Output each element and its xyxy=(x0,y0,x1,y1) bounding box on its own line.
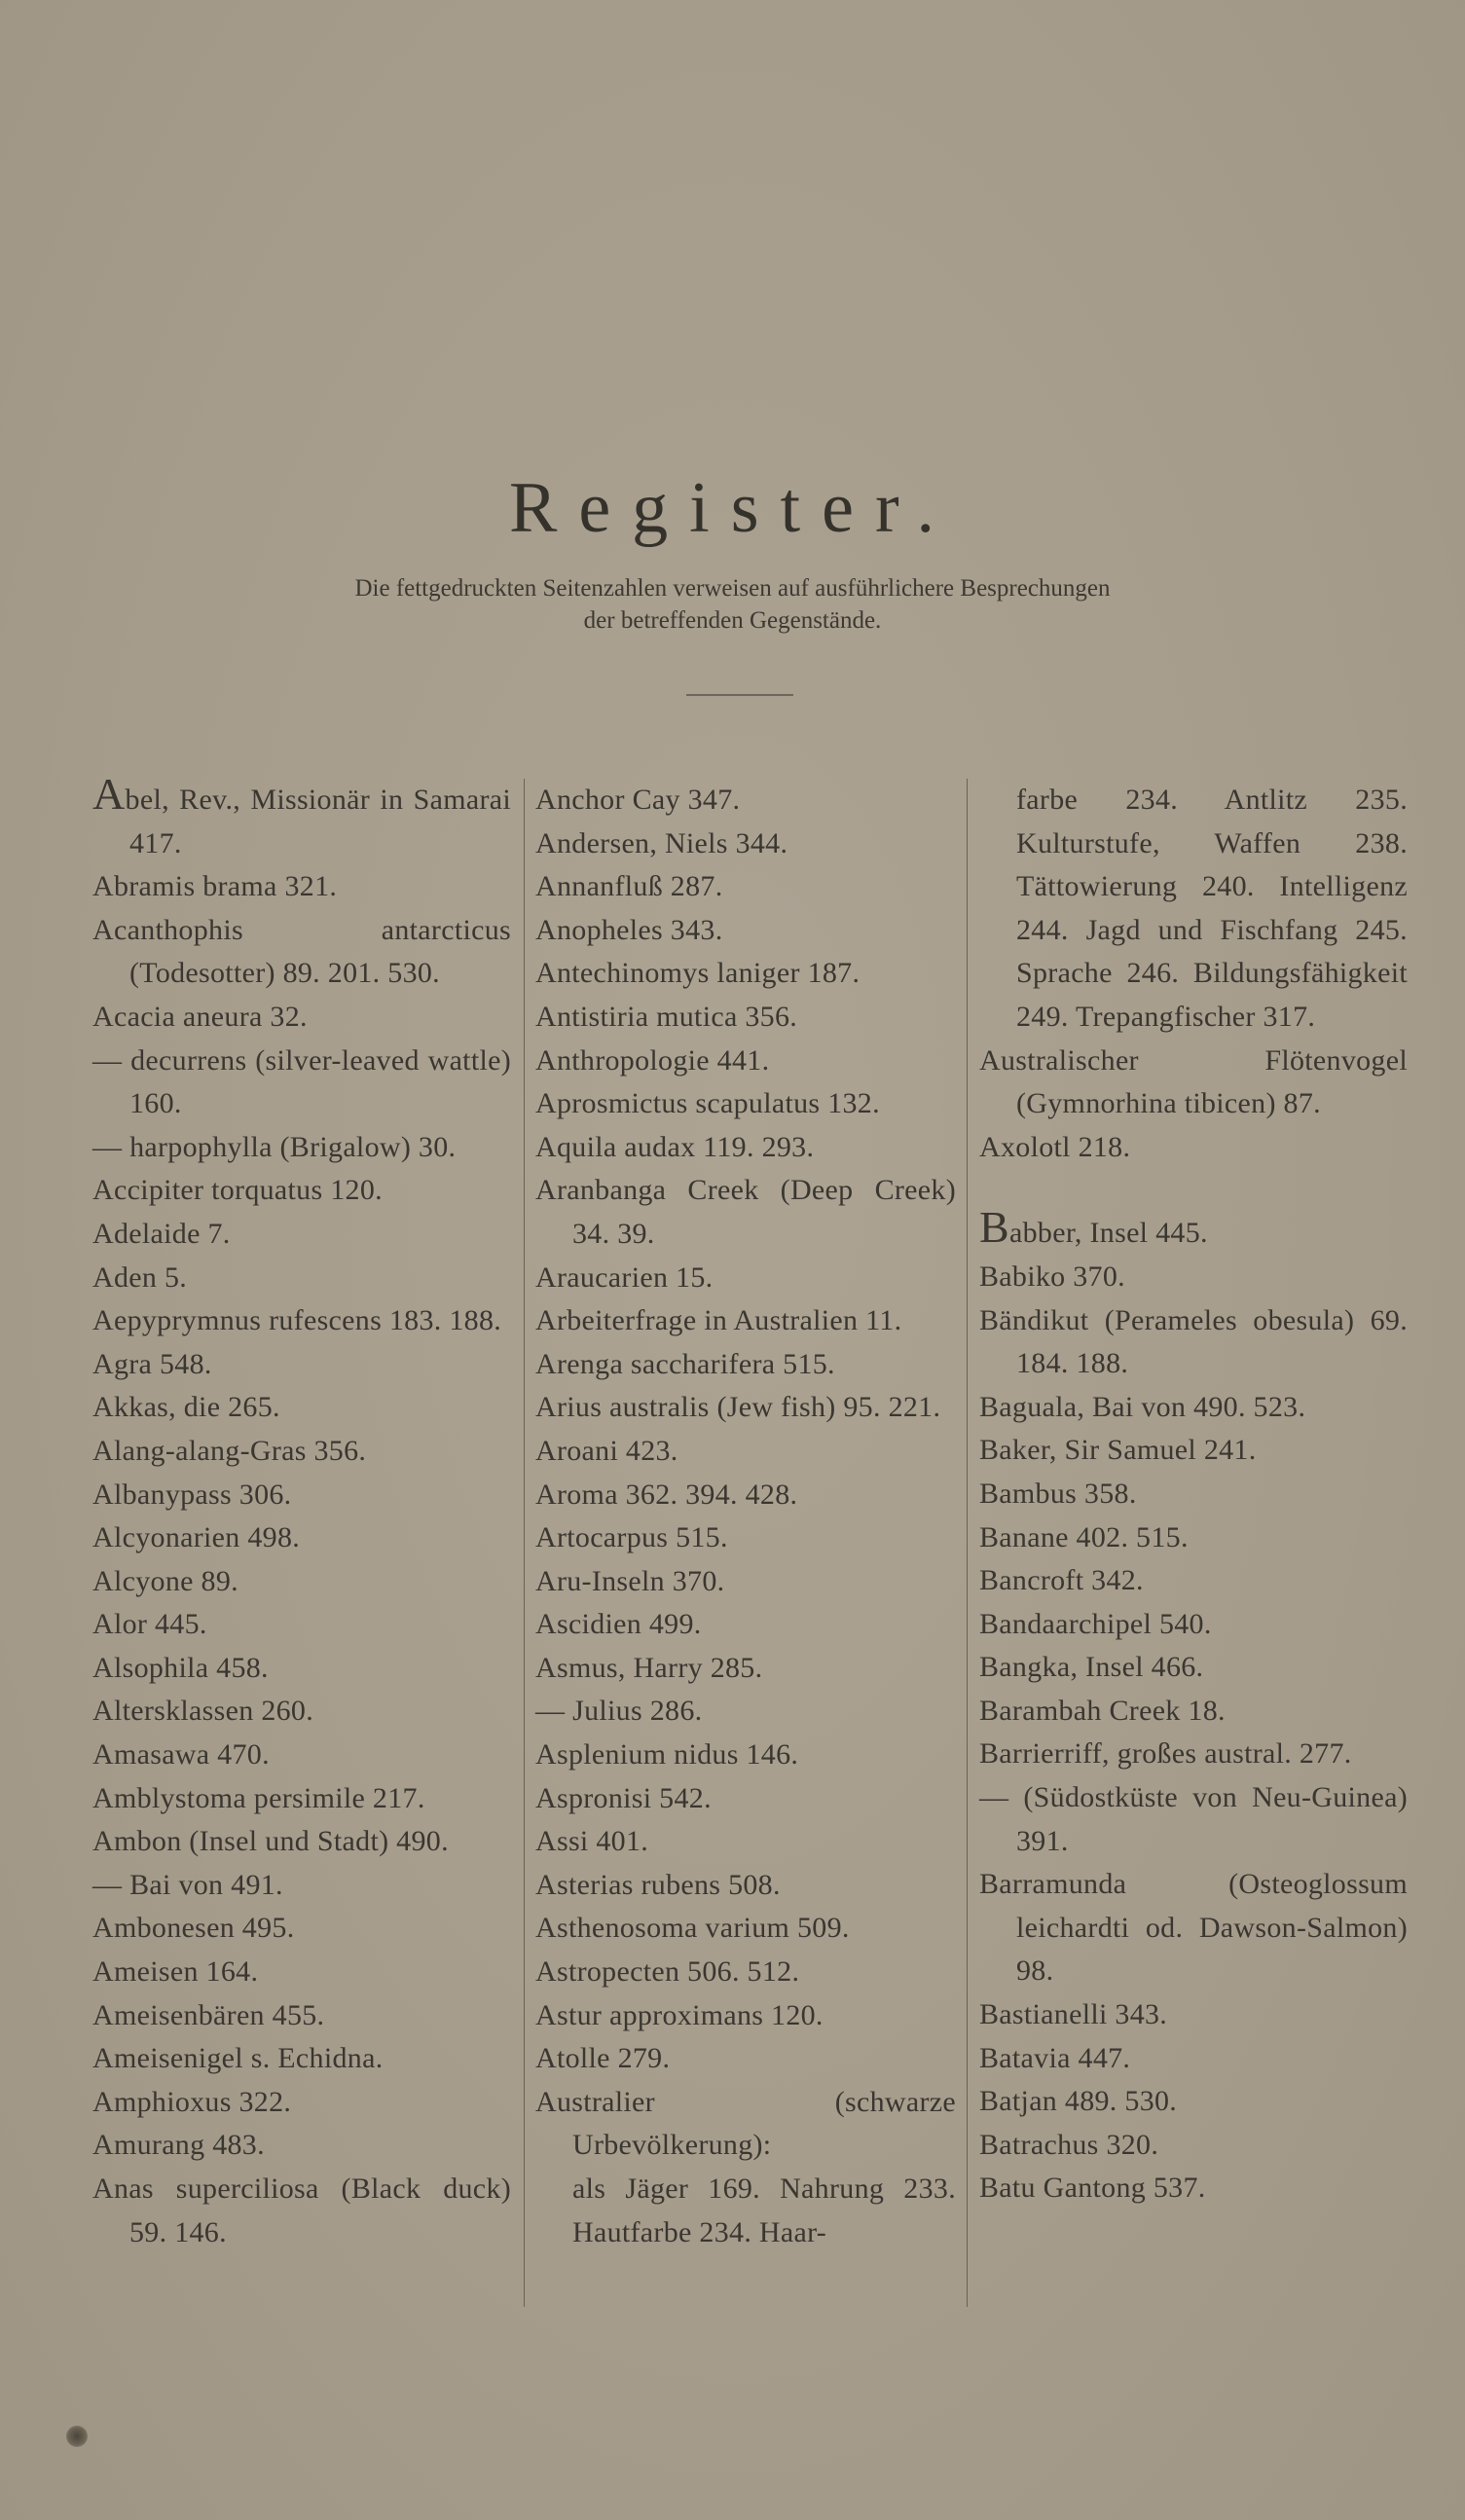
title-divider xyxy=(686,694,793,696)
index-entry xyxy=(979,1863,1408,1993)
index-entry-text: Barramunda (Osteoglossum leichardti od. Dawson-Salmon) 98. xyxy=(979,1868,1408,1988)
column-divider-2 xyxy=(967,779,968,2307)
index-entry xyxy=(92,1430,511,1474)
index-entry-text: Aquila audax 119. 293. xyxy=(535,1130,815,1163)
index-entry xyxy=(535,1040,956,1083)
index-entry xyxy=(92,1040,511,1126)
index-entry xyxy=(535,1864,956,1908)
index-entry xyxy=(979,1429,1408,1473)
index-entry xyxy=(535,2081,956,2168)
index-entry xyxy=(92,1474,511,1517)
index-entry-text: Ambon (Insel und Stadt) 490. xyxy=(92,1825,449,1858)
index-entry-text: Australier (schwarze Urbevölkerung): xyxy=(535,2085,956,2162)
index-entry xyxy=(535,1386,956,1430)
index-entry-text: Australischer Flötenvogel (Gymnorhina tibicen) 87. xyxy=(979,1043,1408,1120)
index-entry-text: Alcyone 89. xyxy=(92,1564,238,1597)
index-entry-text: Anas superciliosa (Black duck) 59. 146. xyxy=(92,2173,511,2248)
index-entry-text: Akkas, die 265. xyxy=(92,1391,280,1424)
index-entry-text: Ameisenigel s. Echidna. xyxy=(92,2042,384,2075)
index-entry-text: Aden 5. xyxy=(92,1260,188,1294)
index-entry xyxy=(92,2168,511,2254)
index-entry xyxy=(92,1864,511,1908)
index-entry xyxy=(92,1690,511,1734)
index-entry xyxy=(92,1213,511,1257)
index-entry-text: Albanypass 306. xyxy=(92,1478,292,1511)
index-entry xyxy=(92,865,511,909)
index-entry-text: Atolle 279. xyxy=(535,2042,671,2075)
index-entry xyxy=(92,1343,511,1387)
index-entry xyxy=(535,1299,956,1343)
index-entry-text: Alsophila 458. xyxy=(92,1651,269,1684)
index-entry-text: Astropecten 506. 512. xyxy=(535,1955,800,1989)
index-entry-text: Batrachus 320. xyxy=(979,2128,1159,2161)
index-entry xyxy=(979,1733,1408,1776)
index-entry-text: Baker, Sir Samuel 241. xyxy=(979,1434,1257,1467)
index-entry xyxy=(92,2081,511,2125)
index-entry-text: Antistiria mutica 356. xyxy=(535,1000,798,1033)
index-entry xyxy=(979,2080,1408,2124)
index-entry-text: Batjan 489. 530. xyxy=(979,2085,1178,2118)
index-entry-text: Ameisen 164. xyxy=(92,1955,259,1989)
index-entry-text: Asmus, Harry 285. xyxy=(535,1651,763,1684)
subtitle-line-2: der betreffenden Gegenstände. xyxy=(583,607,882,634)
index-entry-text: Accipiter torquatus 120. xyxy=(92,1174,383,1207)
index-entry xyxy=(979,1559,1408,1603)
index-entry-text: Axolotl 218. xyxy=(979,1130,1131,1163)
index-entry-text: Barambah Creek 18. xyxy=(979,1694,1226,1727)
section-initial: B xyxy=(979,1202,1009,1253)
index-entry xyxy=(535,1690,956,1734)
page-title: Register. xyxy=(508,468,957,548)
index-entry xyxy=(535,1169,956,1256)
index-entry-text: Acanthophis antarcticus (Todesotter) 89. 201. 530. xyxy=(92,913,511,990)
index-entry-text: Amphioxus 322. xyxy=(92,2085,292,2118)
index-entry xyxy=(979,1776,1408,1863)
section-initial: A xyxy=(92,769,126,819)
index-entry-text: Anopheles 343. xyxy=(535,913,723,946)
index-entry-text: Astur approximans 120. xyxy=(535,1998,824,2031)
index-entry xyxy=(535,822,956,866)
index-entry-text: als Jäger 169. Nahrung 233. Hautfarbe 234. Haar- xyxy=(572,2173,956,2248)
index-entry xyxy=(92,1516,511,1560)
index-entry-text: Bancroft 342. xyxy=(979,1564,1144,1597)
index-entry xyxy=(535,1603,956,1647)
index-entry xyxy=(535,1126,956,1170)
index-entry-text: Arbeiterfrage in Australien 11. xyxy=(535,1304,902,1337)
index-entry xyxy=(92,1907,511,1951)
index-entry-text: Amasawa 470. xyxy=(92,1738,270,1771)
index-column-1 xyxy=(92,769,511,2254)
index-entry-text: Bangka, Insel 466. xyxy=(979,1651,1204,1684)
index-entry-text: Banane 402. 515. xyxy=(979,1520,1189,1553)
index-entry xyxy=(979,1993,1408,2037)
index-entry xyxy=(979,1646,1408,1690)
index-entry xyxy=(535,1907,956,1951)
page-subtitle xyxy=(0,572,1465,637)
index-entry xyxy=(92,1734,511,1777)
index-entry-text: bel, Rev., Missionär in Samarai 417. xyxy=(125,784,511,859)
index-entry xyxy=(535,996,956,1040)
index-entry-text: Antechinomys laniger 187. xyxy=(535,957,861,990)
index-entry-text: Alcyonarien 498. xyxy=(92,1521,301,1554)
index-entry-text: Aspronisi 542. xyxy=(535,1781,712,1814)
index-entry-text: Annanfluß 287. xyxy=(535,870,723,903)
index-entry-text: Anchor Cay 347. xyxy=(535,784,741,816)
index-entry xyxy=(979,2037,1408,2081)
index-entry-text: Ascidien 499. xyxy=(535,1608,702,1641)
index-entry xyxy=(535,1474,956,1517)
index-entry xyxy=(979,2167,1408,2210)
index-entry-text: — (Südostküste von Neu-Guinea) 391. xyxy=(979,1781,1408,1857)
index-entry xyxy=(535,2037,956,2081)
index-entry-text: Anthropologie 441. xyxy=(535,1043,770,1077)
index-entry xyxy=(979,2124,1408,2168)
index-entry xyxy=(535,1647,956,1691)
index-entry xyxy=(535,779,956,822)
index-entry xyxy=(535,1343,956,1387)
index-entry-text: Ameisenbären 455. xyxy=(92,1998,325,2031)
paper-speck xyxy=(66,2426,88,2447)
index-entry xyxy=(92,1169,511,1213)
index-entry-text: Baguala, Bai von 490. 523. xyxy=(979,1390,1306,1423)
index-entry-text: Ambonesen 495. xyxy=(92,1912,295,1945)
index-entry-text: Aru-Inseln 370. xyxy=(535,1564,725,1597)
index-column-2 xyxy=(535,779,956,2254)
index-entry xyxy=(979,1299,1408,1386)
index-entry xyxy=(92,1386,511,1430)
index-entry xyxy=(92,1126,511,1170)
index-entry-text: Aepyprymnus rufescens 183. 188. xyxy=(92,1304,502,1337)
index-entry-text: Asplenium nidus 146. xyxy=(535,1738,799,1771)
index-entry xyxy=(92,996,511,1040)
index-entry xyxy=(535,1257,956,1300)
index-entry xyxy=(979,1473,1408,1516)
index-entry xyxy=(92,1994,511,2038)
section-gap xyxy=(979,1169,1408,1212)
column-divider-1 xyxy=(524,779,525,2307)
index-entry xyxy=(92,1257,511,1300)
index-entry xyxy=(535,1820,956,1864)
index-entry-text: — decurrens (silver-leaved wattle) 160. xyxy=(92,1043,511,1120)
index-entry xyxy=(535,865,956,909)
index-entry xyxy=(535,2168,956,2254)
index-column-3 xyxy=(979,779,1408,2210)
index-entry xyxy=(92,1299,511,1343)
index-entry xyxy=(535,1516,956,1560)
index-entry-text: Aprosmictus scapulatus 132. xyxy=(535,1087,880,1120)
index-entry xyxy=(92,1603,511,1647)
index-entry-text: Babiko 370. xyxy=(979,1260,1125,1293)
index-entry xyxy=(535,909,956,953)
index-entry xyxy=(92,1647,511,1691)
index-entry-text: Arius australis (Jew fish) 95. 221. xyxy=(535,1391,941,1424)
index-entry-text: Abramis brama 321. xyxy=(92,870,338,903)
index-entry-text: Bastianelli 343. xyxy=(979,1998,1168,2031)
index-entry xyxy=(92,1820,511,1864)
index-entry-text: Alor 445. xyxy=(92,1608,207,1641)
index-entry-text: Bambus 358. xyxy=(979,1477,1137,1510)
index-entry xyxy=(535,1994,956,2038)
subtitle-line-1: Die fettgedruckten Seitenzahlen verweisen auf ausführlichere Besprechungen xyxy=(354,575,1111,602)
index-entry xyxy=(979,1690,1408,1734)
index-entry-text: Alang-alang-Gras 356. xyxy=(92,1434,367,1467)
index-entry-text: Andersen, Niels 344. xyxy=(535,826,788,859)
index-entry xyxy=(979,1126,1408,1170)
index-entry-text: Batu Gantong 537. xyxy=(979,2172,1206,2205)
index-entry xyxy=(92,1951,511,1994)
index-entry xyxy=(979,1386,1408,1430)
index-entry-text: Asterias rubens 508. xyxy=(535,1868,781,1901)
index-entry xyxy=(535,1734,956,1777)
index-entry-text: Aroma 362. 394. 428. xyxy=(535,1478,798,1511)
index-entry-text: Barrierriff, großes austral. 277. xyxy=(979,1737,1352,1771)
index-entry-text: — Bai von 491. xyxy=(92,1868,283,1901)
index-entry-text: abber, Insel 445. xyxy=(1008,1217,1208,1250)
index-entry-text: Amblystoma persimile 217. xyxy=(92,1781,425,1814)
index-entry xyxy=(535,1560,956,1604)
index-entry-text: Bandaarchipel 540. xyxy=(979,1607,1212,1640)
index-entry-text: Batavia 447. xyxy=(979,2041,1131,2074)
index-entry xyxy=(535,1430,956,1474)
index-entry-text: — harpophylla (Brigalow) 30. xyxy=(92,1130,457,1163)
index-entry xyxy=(535,1777,956,1821)
index-entry xyxy=(979,1603,1408,1647)
index-entry-text: Asthenosoma varium 509. xyxy=(535,1912,850,1945)
index-entry-text: — Julius 286. xyxy=(535,1695,703,1728)
index-entry-text: Bändikut (Perameles obesula) 69. 184. 188. xyxy=(979,1303,1408,1380)
index-entry-text: Artocarpus 515. xyxy=(535,1521,728,1554)
index-entry xyxy=(535,952,956,996)
index-entry-text: Araucarien 15. xyxy=(535,1260,714,1294)
index-entry-text: farbe 234. Antlitz 235. Kulturstufe, Waffen 238. Tättowierung 240. Intelligenz 244. Jagd und Fischfang 245. Sprache 246. Bildungsfähigkeit 249. Trepangfischer 317. xyxy=(1016,784,1408,1033)
index-entry-text: Acacia aneura 32. xyxy=(92,1000,308,1033)
index-entry-text: Altersklassen 260. xyxy=(92,1695,314,1728)
index-entry-text: Arenga saccharifera 515. xyxy=(535,1347,835,1380)
index-entry-text: Assi 401. xyxy=(535,1825,649,1858)
index-entry xyxy=(979,1202,1408,1256)
index-entry xyxy=(979,1040,1408,1126)
index-entry-text: Amurang 483. xyxy=(92,2129,265,2162)
index-entry-text: Aroani 423. xyxy=(535,1434,678,1467)
index-entry xyxy=(979,1516,1408,1560)
index-entry-text: Adelaide 7. xyxy=(92,1217,231,1250)
index-entry xyxy=(92,909,511,996)
index-entry xyxy=(92,2124,511,2168)
index-entry xyxy=(979,1256,1408,1299)
index-entry xyxy=(979,779,1408,1040)
index-entry xyxy=(92,1777,511,1821)
index-entry xyxy=(92,2037,511,2081)
index-entry-text: Aranbanga Creek (Deep Creek) 34. 39. xyxy=(535,1174,956,1250)
index-entry xyxy=(535,1951,956,1994)
index-entry xyxy=(92,769,511,865)
index-entry-text: Agra 548. xyxy=(92,1347,212,1380)
index-entry xyxy=(92,1560,511,1604)
index-entry xyxy=(535,1082,956,1126)
